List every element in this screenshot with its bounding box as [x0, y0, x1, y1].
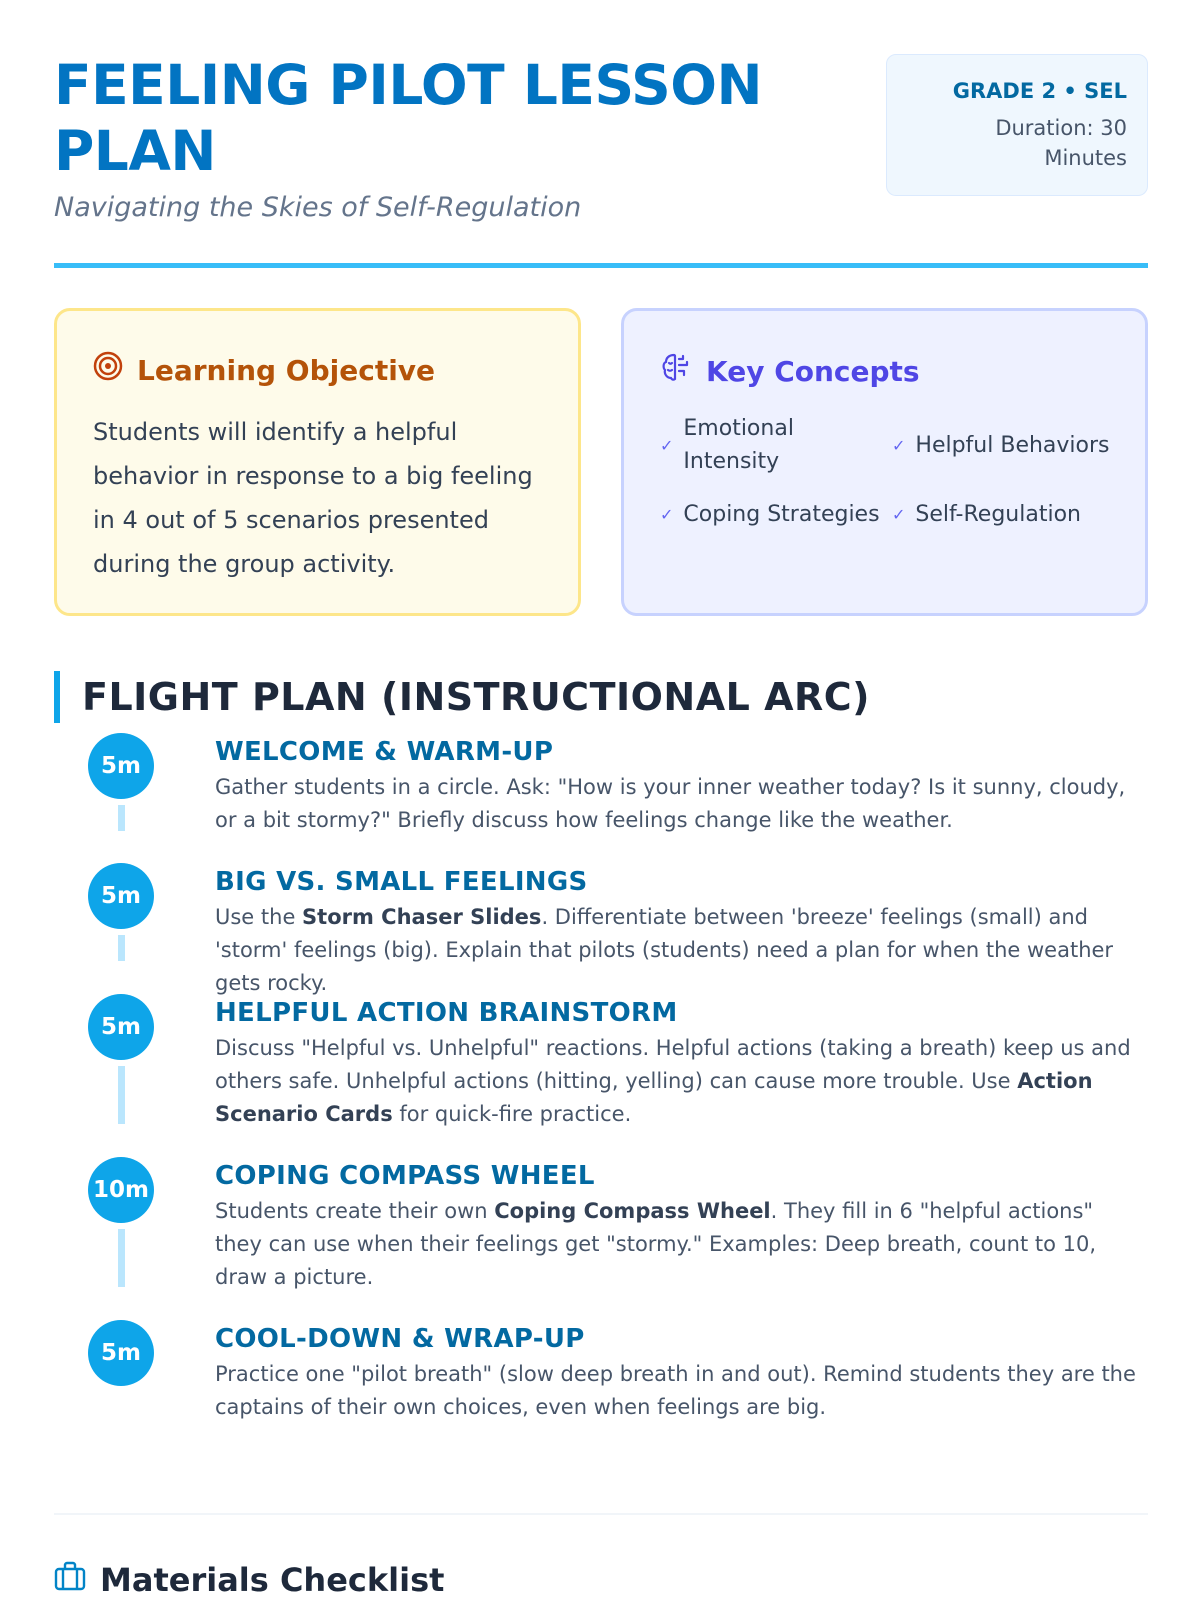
- step-duration-badge: 5m: [88, 733, 154, 799]
- concept-item: [660, 498, 892, 531]
- timeline-connector: [118, 1229, 125, 1287]
- step-title: WELCOME & WARM-UP: [215, 737, 554, 767]
- materials-heading: [54, 1560, 444, 1600]
- material-highlight: Action Scenario Cards: [215, 1069, 1093, 1126]
- check-icon: ✓: [892, 505, 906, 524]
- lesson-meta-box: [886, 54, 1148, 196]
- page-title: FEELING PILOT LESSON PLAN: [54, 53, 762, 183]
- key-concepts-title: Key Concepts: [706, 354, 920, 388]
- concept-item: [660, 412, 892, 478]
- learning-objective-heading: [93, 351, 542, 390]
- page-subtitle: Navigating the Skies of Self-Regulation: [54, 192, 582, 223]
- step-title: BIG VS. SMALL FEELINGS: [215, 867, 588, 897]
- timeline-connector: [118, 1066, 125, 1124]
- step-duration-badge: 10m: [88, 1157, 154, 1223]
- section-divider: [54, 1513, 1148, 1515]
- learning-objective-text: Students will identify a helpful behavior in response to a big feeling in 4 out of 5 scenarios presented during the group activity.: [93, 418, 533, 578]
- key-concepts-card: [621, 308, 1148, 616]
- check-icon: ✓: [660, 505, 674, 524]
- step-title: COOL-DOWN & WRAP-UP: [215, 1324, 585, 1354]
- step-text-run: Practice one "pilot breath" (slow deep breath in and out). Remind students they are the captains of their own choices, even when feelings are big.: [215, 1362, 1136, 1419]
- check-icon: ✓: [892, 435, 906, 455]
- step-duration-badge: 5m: [88, 1320, 154, 1386]
- step-text-run: . Differentiate between 'breeze' feelings (small) and 'storm' feelings (big). Explain that pilots (students) need a plan for when the weather gets rocky.: [215, 905, 1114, 995]
- step-description: [215, 901, 1140, 1000]
- learning-objective-title: Learning Objective: [137, 353, 436, 387]
- concept-label: Coping Strategies: [683, 502, 880, 527]
- info-row: [54, 308, 1148, 616]
- material-highlight: Coping Compass Wheel: [494, 1199, 771, 1223]
- grade-label: GRADE 2 • SEL: [952, 79, 1127, 103]
- step-text-run: Discuss "Helpful vs. Unhelpful" reactions. Helpful actions (taking a breath) keep us and others safe. Unhelpful actions (hitting, yelling) can cause more trouble. Use: [215, 1036, 1131, 1093]
- step-text-run: Students create their own: [215, 1199, 495, 1223]
- step-description: [215, 771, 1140, 837]
- step-text-run: for quick-fire practice.: [392, 1102, 632, 1126]
- concept-label: Emotional Intensity: [683, 416, 794, 474]
- step-title: HELPFUL ACTION BRAINSTORM: [215, 998, 678, 1028]
- briefcase-icon: [54, 1560, 86, 1600]
- concept-label: Self-Regulation: [915, 502, 1081, 527]
- target-icon: [93, 351, 123, 390]
- key-concepts-list: [660, 412, 1109, 531]
- timeline-connector: [118, 935, 125, 961]
- concept-label: Helpful Behaviors: [915, 432, 1110, 458]
- step-text-run: . They fill in 6 "helpful actions" they can use when their feelings get "stormy." Examples: Deep breath, count to 10, draw a picture.: [215, 1199, 1097, 1289]
- materials-title: Materials Checklist: [100, 1561, 445, 1599]
- step-description: [215, 1358, 1140, 1424]
- concept-item: [892, 498, 1124, 531]
- check-icon: ✓: [660, 435, 674, 455]
- step-text-run: Gather students in a circle. Ask: "How is your inner weather today? Is it sunny, cloudy, or a bit stormy?" Briefly discuss how feelings change like the weather.: [215, 775, 1126, 832]
- lesson-plan-page: [54, 0, 1148, 1599]
- step-description: [215, 1032, 1140, 1131]
- timeline-connector: [118, 805, 125, 831]
- brain-icon: [660, 351, 692, 392]
- step-duration-badge: 5m: [88, 863, 154, 929]
- step-description: [215, 1195, 1140, 1294]
- key-concepts-heading: [660, 351, 1109, 392]
- concept-item: [892, 429, 1124, 462]
- duration-label: Duration: 30 Minutes: [995, 116, 1127, 170]
- step-text-run: Use the: [215, 905, 303, 929]
- step-title: COPING COMPASS WHEEL: [215, 1161, 595, 1191]
- material-highlight: Storm Chaser Slides: [302, 905, 542, 929]
- flight-plan-heading: FLIGHT PLAN (INSTRUCTIONAL ARC): [54, 671, 870, 723]
- learning-objective-card: [54, 308, 581, 616]
- page-header: [54, 0, 1148, 268]
- step-duration-badge: 5m: [88, 994, 154, 1060]
